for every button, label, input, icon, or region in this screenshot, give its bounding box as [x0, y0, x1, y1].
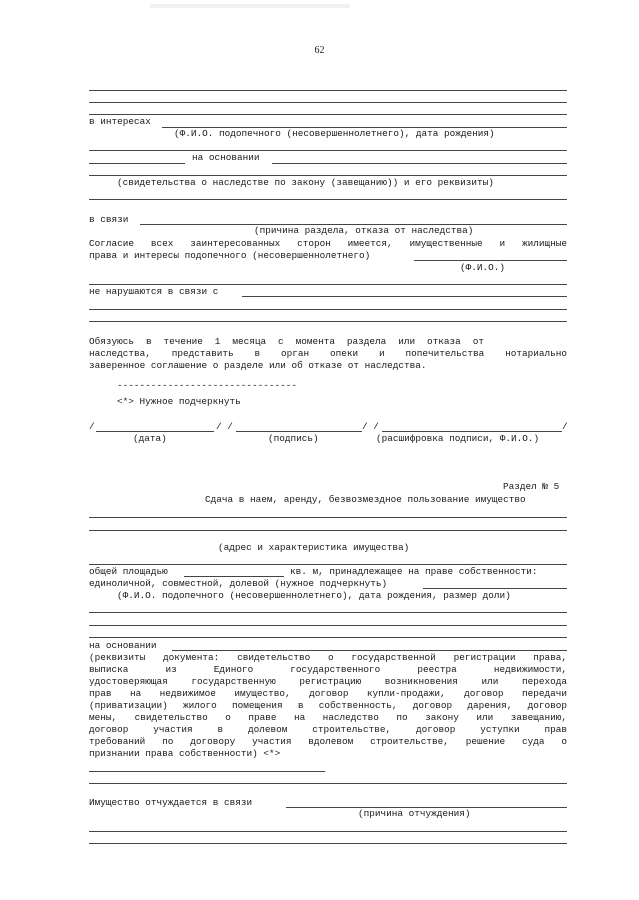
signature-field[interactable]	[236, 431, 362, 432]
interests-caption: (Ф.И.О. подопечного (несовершеннолетнего), дата рождения)	[174, 128, 495, 139]
signature-caption: (подпись)	[268, 433, 319, 444]
address-field[interactable]	[89, 530, 567, 531]
blank-line	[89, 309, 567, 310]
alienation-label: Имущество отчуждается в связи	[89, 797, 253, 808]
footnote-text: <*> Нужное подчеркнуть	[117, 396, 241, 407]
decode-field[interactable]	[382, 431, 562, 432]
basis-prefix-field[interactable]	[89, 163, 185, 164]
address-caption: (адрес и характеристика имущества)	[218, 542, 410, 553]
requisites-field[interactable]	[89, 771, 325, 772]
date-caption: (дата)	[133, 433, 167, 444]
requisites-text: мены, свидетельство о праве на наследство по закону или завещанию,	[89, 712, 567, 723]
date-field[interactable]	[96, 431, 214, 432]
obligation-text: Обязуюсь в течение 1 месяца с момента раздела или отказа от	[89, 336, 484, 347]
obligation-text: наследства, представить в орган опеки и попечительства нотариально	[89, 348, 567, 359]
blank-line	[89, 102, 567, 103]
alienation-caption: (причина отчуждения)	[358, 808, 471, 819]
scan-artifact	[150, 4, 350, 8]
blank-line	[89, 90, 567, 91]
requisites-text: выписка из Единого государственного реестра недвижимости,	[89, 664, 567, 675]
owner-caption: (Ф.И.О. подопечного (несовершеннолетнего), дата рождения, размер доли)	[117, 590, 511, 601]
requisites-text: прав на недвижимое имущество, договор купли-продажи, договор передачи	[89, 688, 567, 699]
blank-line	[89, 114, 567, 115]
basis-caption: (свидетельства о наследстве по закону (завещанию)) и его реквизиты)	[117, 177, 494, 188]
not-violated-label: не нарушаются в связи с	[89, 286, 219, 297]
basis-field[interactable]	[272, 163, 567, 164]
blank-line	[89, 612, 567, 613]
obligation-text: заверенное соглашение о разделе или об отказе от наследства.	[89, 360, 427, 371]
blank-line	[89, 321, 567, 322]
blank-line	[89, 831, 567, 832]
ownership-types: единоличной, совместной, долевой (нужное подчеркнуть)	[89, 578, 388, 589]
section-heading: Раздел № 5	[503, 481, 560, 492]
requisites-text: (реквизиты документа: свидетельство о государственной регистрации права,	[89, 652, 567, 663]
basis-label: на основании	[192, 152, 260, 163]
consent-caption: (Ф.И.О.)	[460, 262, 506, 273]
signature-slash: /	[89, 421, 95, 432]
consent-text: права и интересы подопечного (несовершеннолетнего)	[89, 250, 371, 261]
section-title: Сдача в наем, аренду, безвозмездное пользование имущество	[205, 494, 526, 505]
consent-field[interactable]	[414, 260, 567, 261]
requisites-text: (приватизации) жилого помещения в собственность, договор дарения, договор	[89, 700, 567, 711]
page-number: 62	[314, 45, 325, 56]
requisites-text: признании права собственности) <*>	[89, 748, 281, 759]
signature-slash: /	[562, 421, 568, 432]
consent-text: Согласие всех заинтересованных сторон имеется, имущественные и жилищные	[89, 238, 567, 249]
address-field[interactable]	[89, 517, 567, 518]
blank-line	[89, 783, 567, 784]
signature-slash: / /	[362, 421, 379, 432]
due-label: в связи	[89, 214, 129, 225]
blank-line	[89, 564, 567, 565]
ownership-field[interactable]	[423, 588, 567, 589]
due-caption: (причина раздела, отказа от наследства)	[254, 225, 474, 236]
blank-line	[89, 284, 567, 285]
blank-line	[89, 150, 567, 151]
footnote-rule: --------------------------------	[117, 380, 298, 391]
area-field[interactable]	[184, 576, 284, 577]
requisites-text: требований по договору участия вдолевом строительстве, решение суда о	[89, 736, 567, 747]
area-label: общей площадью	[89, 566, 168, 577]
basis-field[interactable]	[172, 650, 567, 651]
interests-label: в интересах	[89, 116, 151, 127]
requisites-text: договор участия в долевом строительстве, договор уступки прав	[89, 724, 567, 735]
blank-line	[89, 625, 567, 626]
signature-slash: / /	[216, 421, 233, 432]
area-unit-text: кв. м, принадлежащее на праве собственности:	[290, 566, 538, 577]
blank-line	[89, 637, 567, 638]
blank-line	[89, 843, 567, 844]
not-violated-field[interactable]	[242, 296, 567, 297]
blank-line	[89, 175, 567, 176]
basis-label: на основании	[89, 640, 157, 651]
requisites-text: удостоверяющая государственную регистрацию возникновения или перехода	[89, 676, 567, 687]
blank-line	[89, 199, 567, 200]
decode-caption: (расшифровка подписи, Ф.И.О.)	[376, 433, 540, 444]
